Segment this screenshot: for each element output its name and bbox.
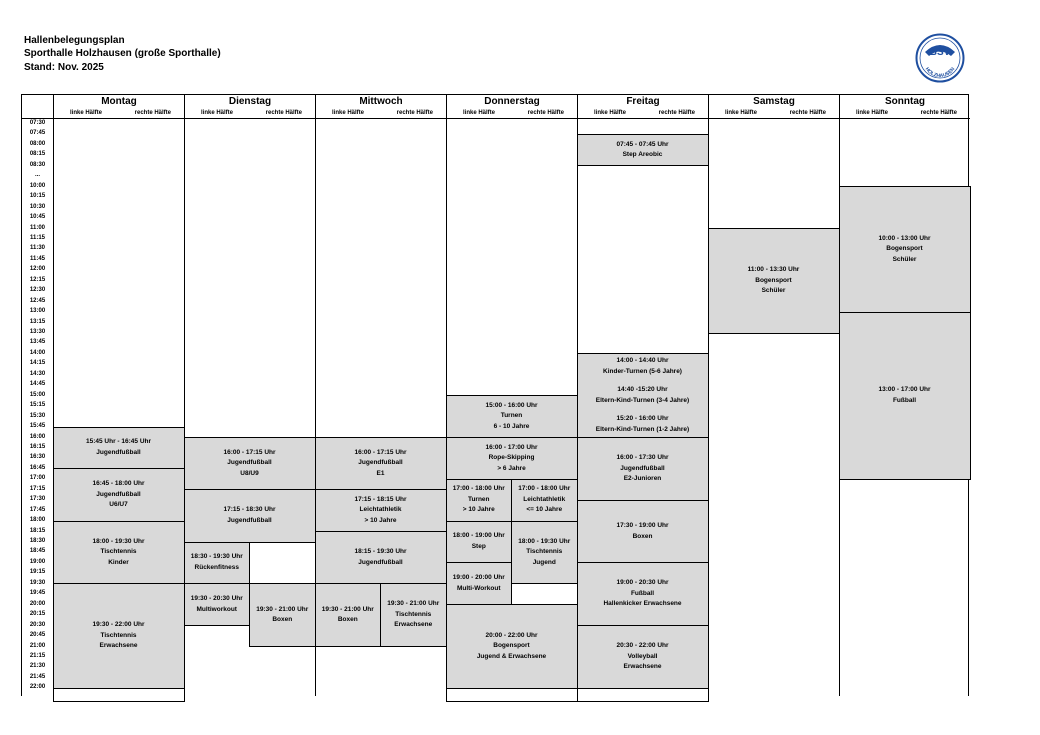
entry-text-line: 17:00 - 18:00 Uhr bbox=[452, 485, 505, 493]
schedule-entry-tischtennis[interactable] bbox=[380, 583, 447, 647]
entry-text-line: Jugendfußball bbox=[620, 464, 665, 472]
entry-text-line: Jugendfußball bbox=[358, 459, 403, 467]
half-label-right: rechte Hälfte bbox=[789, 110, 826, 116]
time-label: 22:00 bbox=[29, 684, 46, 691]
half-label-right: rechte Hälfte bbox=[265, 110, 302, 116]
time-label: 11:45 bbox=[29, 255, 45, 262]
time-label: 16:15 bbox=[29, 443, 46, 450]
entry-text-line: 18:30 - 19:30 Uhr bbox=[190, 553, 243, 561]
day-name: Freitag bbox=[626, 96, 660, 107]
entry-text-line: 17:15 - 18:15 Uhr bbox=[354, 495, 407, 503]
time-label: 18:15 bbox=[29, 527, 46, 534]
time-label: 17:15 bbox=[29, 485, 46, 492]
entry-text-line: 17:30 - 19:00 Uhr bbox=[616, 522, 669, 530]
entry-text-line: 19:00 - 20:30 Uhr bbox=[616, 579, 669, 587]
day-name: Sonntag bbox=[885, 96, 925, 107]
entry-text-line: Eltern-Kind-Turnen (1-2 Jahre) bbox=[595, 425, 690, 433]
half-label-left: linke Hälfte bbox=[725, 110, 758, 116]
half-label-left: linke Hälfte bbox=[856, 110, 889, 116]
entry-text-line: Leichtathletik bbox=[359, 506, 402, 514]
entry-text-line: 18:00 - 19:00 Uhr bbox=[452, 532, 505, 540]
entry-text-line: E2-Junioren bbox=[623, 475, 662, 483]
empty-end-cell bbox=[577, 688, 709, 702]
schedule-entry-boxen[interactable] bbox=[249, 583, 316, 647]
schedule-entry-fussball[interactable] bbox=[577, 562, 709, 626]
time-label: 16:45 bbox=[29, 464, 46, 471]
entry-text-line: Fußball bbox=[630, 589, 655, 597]
entry-text-line: Boxen bbox=[337, 616, 358, 624]
entry-text-line: 14:40 -15:20 Uhr bbox=[617, 386, 668, 394]
time-label: 21:30 bbox=[29, 663, 46, 670]
entry-text-line: Multi-Workout bbox=[456, 584, 501, 592]
schedule-entry-multiworkout[interactable] bbox=[184, 583, 251, 626]
schedule-entry-rueckenfitness[interactable] bbox=[184, 542, 251, 585]
day-header-sonntag bbox=[839, 95, 970, 119]
schedule-entry-turnen[interactable] bbox=[446, 479, 513, 522]
entry-text-line: Tischtennis bbox=[100, 548, 137, 556]
entry-text-line: Tischtennis bbox=[100, 631, 137, 639]
entry-text-line: Erwachsene bbox=[99, 642, 138, 650]
time-label: 15:15 bbox=[29, 402, 46, 409]
time-label: 11:15 bbox=[29, 234, 45, 241]
schedule-entry-jugendfussball[interactable] bbox=[53, 427, 185, 470]
entry-text-line: 20:00 - 22:00 Uhr bbox=[485, 631, 538, 639]
time-label: 14:45 bbox=[29, 381, 46, 388]
time-label: 19:45 bbox=[29, 590, 46, 597]
half-label-left: linke Hälfte bbox=[70, 110, 103, 116]
time-label: 08:15 bbox=[29, 151, 46, 158]
time-label: 15:45 bbox=[29, 423, 46, 430]
time-label: 12:30 bbox=[29, 287, 46, 294]
entry-text-line: Boxen bbox=[632, 532, 653, 540]
schedule-entry-jugendfussball[interactable] bbox=[315, 531, 447, 584]
schedule-entry-bogensport[interactable] bbox=[708, 228, 840, 334]
entry-text-line: Tischtennis bbox=[395, 610, 432, 618]
plan-title: Hallenbelegungsplan bbox=[24, 35, 125, 46]
time-label: 10:30 bbox=[29, 203, 46, 210]
entry-text-line: 16:00 - 17:00 Uhr bbox=[485, 443, 538, 451]
entry-text-line: 19:30 - 21:00 Uhr bbox=[387, 600, 440, 608]
entry-text-line: 17:15 - 18:30 Uhr bbox=[223, 506, 276, 514]
empty-end-cell bbox=[446, 688, 578, 702]
half-label-right: rechte Hälfte bbox=[658, 110, 695, 116]
entry-text-line: Erwachsene bbox=[394, 621, 433, 629]
time-label: 19:30 bbox=[29, 579, 46, 586]
entry-text-line: Bogensport bbox=[493, 642, 530, 650]
day-header-samstag bbox=[708, 95, 839, 119]
entry-text-line: 15:20 - 16:00 Uhr bbox=[616, 415, 669, 423]
entry-text-line: 14:00 - 14:40 Uhr bbox=[616, 357, 669, 365]
entry-text-line: 20:30 - 22:00 Uhr bbox=[616, 642, 669, 650]
entry-text-line: 19:30 - 22:00 Uhr bbox=[92, 621, 145, 629]
entry-text-line: 19:00 - 20:00 Uhr bbox=[452, 574, 505, 582]
time-label: 16:00 bbox=[29, 433, 46, 440]
entry-text-line: Volleyball bbox=[627, 652, 658, 660]
time-label: 20:15 bbox=[29, 611, 46, 618]
entry-text-line: Rückenfitness bbox=[194, 563, 239, 571]
schedule-entry-tischtennis[interactable] bbox=[53, 521, 185, 585]
entry-text-line: Step Areobic bbox=[622, 151, 663, 159]
day-header-freitag bbox=[577, 95, 708, 119]
entry-text-line: Fußball bbox=[892, 396, 917, 404]
time-label: 14:15 bbox=[29, 360, 46, 367]
entry-text-line: Bogensport bbox=[886, 245, 923, 253]
schedule-entry-bogensport[interactable] bbox=[839, 186, 971, 312]
club-logo bbox=[915, 33, 965, 83]
entry-text-line: 16:00 - 17:15 Uhr bbox=[354, 448, 407, 456]
time-label: 19:00 bbox=[29, 558, 46, 565]
entry-text-line: 16:00 - 17:30 Uhr bbox=[616, 454, 669, 462]
schedule-entry-rope-skipping[interactable] bbox=[446, 437, 578, 480]
schedule-entry-jugendfussball[interactable] bbox=[184, 437, 316, 490]
day-header-dienstag bbox=[184, 95, 315, 119]
time-label: 08:00 bbox=[29, 140, 46, 147]
entry-text-line: Jugend bbox=[532, 558, 556, 566]
entry-text-line: Boxen bbox=[272, 616, 293, 624]
time-label: 07:45 bbox=[29, 130, 46, 137]
entry-subgroup bbox=[596, 385, 689, 406]
entry-text-line: Jugendfußball bbox=[358, 558, 403, 566]
entry-text-line: Erwachsene bbox=[623, 663, 662, 671]
entry-text-line: Jugendfußball bbox=[96, 490, 141, 498]
empty-end-cell bbox=[53, 688, 185, 702]
hall-name: Sporthalle Holzhausen (große Sporthalle) bbox=[24, 48, 221, 59]
time-label: 20:00 bbox=[29, 600, 46, 607]
entry-text-line: Jugendfußball bbox=[227, 459, 272, 467]
day-header-donnerstag bbox=[446, 95, 577, 119]
time-label: 11:00 bbox=[29, 224, 45, 231]
time-label: 17:00 bbox=[29, 475, 46, 482]
entry-text-line: U6/U7 bbox=[109, 501, 128, 509]
entry-text-line: Step bbox=[471, 542, 486, 550]
day-header-montag bbox=[53, 95, 184, 119]
schedule-grid bbox=[21, 94, 969, 696]
half-label-right: rechte Hälfte bbox=[920, 110, 957, 116]
time-label: 18:00 bbox=[29, 517, 46, 524]
half-label-right: rechte Hälfte bbox=[396, 110, 433, 116]
time-label: 10:45 bbox=[29, 214, 46, 221]
entry-text-line: Jugendfußball bbox=[227, 516, 272, 524]
time-label: 10:15 bbox=[29, 193, 46, 200]
day-name: Samstag bbox=[753, 96, 795, 107]
time-label: 12:00 bbox=[29, 266, 46, 273]
entry-text-line: 13:00 - 17:00 Uhr bbox=[878, 386, 931, 394]
schedule-entry-fussball[interactable] bbox=[839, 312, 971, 480]
schedule-entry-leichtathletik[interactable] bbox=[315, 489, 447, 532]
schedule-entry-multi-workout[interactable] bbox=[446, 562, 513, 605]
time-label: 13:15 bbox=[29, 318, 46, 325]
entry-text-line: Multiworkout bbox=[196, 605, 237, 613]
entry-text-line: > 10 Jahre bbox=[364, 516, 397, 524]
half-label-left: linke Hälfte bbox=[201, 110, 234, 116]
time-label: 18:30 bbox=[29, 538, 46, 544]
entry-text-line: 16:45 - 18:00 Uhr bbox=[92, 480, 145, 488]
schedule-entry-jugendfussball[interactable] bbox=[315, 437, 447, 490]
entry-text-line: Kinder-Turnen (5-6 Jahre) bbox=[603, 367, 682, 375]
grid-corner-cell bbox=[22, 95, 53, 119]
day-name: Donnerstag bbox=[484, 96, 540, 107]
entry-text-line: Leichtathletik bbox=[523, 495, 566, 503]
half-label-left: linke Hälfte bbox=[332, 110, 365, 116]
schedule-entry-tischtennis[interactable] bbox=[53, 583, 185, 689]
time-label: 15:00 bbox=[29, 391, 46, 398]
time-label: 13:00 bbox=[29, 308, 46, 315]
entry-text-line: 16:00 - 17:15 Uhr bbox=[223, 448, 276, 456]
entry-text-line: <= 10 Jahre bbox=[526, 506, 563, 514]
schedule-entry-leichtathletik[interactable] bbox=[511, 479, 578, 522]
entry-text-line: 18:00 - 19:30 Uhr bbox=[518, 537, 571, 545]
half-label-right: rechte Hälfte bbox=[527, 110, 564, 116]
schedule-entry-boxen[interactable] bbox=[315, 583, 382, 647]
logo-lettering-top: BSV bbox=[929, 47, 951, 58]
time-label: 07:30 bbox=[29, 120, 46, 126]
time-label: 10:00 bbox=[29, 182, 46, 189]
entry-text-line: 19:30 - 20:30 Uhr bbox=[190, 595, 243, 603]
entry-text-line: E1 bbox=[376, 469, 385, 477]
entry-text-line: 6 - 10 Jahre bbox=[493, 422, 530, 430]
entry-text-line: Kinder bbox=[108, 558, 129, 566]
time-label: 13:45 bbox=[29, 339, 46, 346]
schedule-entry-tischtennis[interactable] bbox=[511, 521, 578, 585]
schedule-entry-step-areobic[interactable] bbox=[577, 134, 709, 166]
day-name: Montag bbox=[101, 96, 137, 107]
entry-text-line: Bogensport bbox=[755, 276, 792, 284]
logo-lettering-bottom: HOLZHAUSEN bbox=[923, 66, 957, 80]
entry-text-line: 15:00 - 16:00 Uhr bbox=[485, 401, 538, 409]
time-label: 21:45 bbox=[29, 673, 46, 680]
entry-text-line: 07:45 - 07:45 Uhr bbox=[616, 140, 669, 148]
time-label: 17:45 bbox=[29, 506, 46, 513]
entry-text-line: Schüler bbox=[761, 287, 786, 294]
entry-text-line: > 6 Jahre bbox=[497, 464, 526, 472]
entry-text-line: Jugend & Erwachsene bbox=[476, 652, 547, 660]
time-label: 20:45 bbox=[29, 632, 46, 639]
time-label: 12:15 bbox=[29, 276, 46, 283]
schedule-entry-boxen[interactable] bbox=[577, 500, 709, 564]
entry-subgroup bbox=[603, 356, 682, 377]
schedule-entry-step[interactable] bbox=[446, 521, 513, 564]
entry-text-line: > 10 Jahre bbox=[462, 506, 495, 514]
entry-text-line: Hallenkicker Erwachsene bbox=[603, 600, 682, 608]
entry-text-line: 18:00 - 19:30 Uhr bbox=[92, 537, 145, 545]
schedule-entry-turnen[interactable] bbox=[446, 395, 578, 438]
entry-subgroup bbox=[596, 414, 689, 435]
time-label: 19:15 bbox=[29, 569, 46, 576]
time-label: 13:30 bbox=[29, 329, 46, 335]
entry-text-line: 10:00 - 13:00 Uhr bbox=[878, 234, 931, 242]
half-label-right: rechte Hälfte bbox=[134, 110, 171, 116]
schedule-entry-kinder-turnen-5-6-jahre[interactable] bbox=[577, 353, 709, 438]
entry-text-line: Rope-Skipping bbox=[488, 454, 535, 462]
time-label: 14:00 bbox=[29, 349, 46, 356]
time-label: 15:30 bbox=[29, 412, 46, 419]
time-label: 11:30 bbox=[29, 245, 45, 252]
entry-text-line: Jugendfußball bbox=[96, 448, 141, 456]
schedule-entry-jugendfussball[interactable] bbox=[184, 489, 316, 542]
entry-text-line: 18:15 - 19:30 Uhr bbox=[354, 548, 407, 556]
schedule-entry-jugendfussball[interactable] bbox=[577, 437, 709, 501]
entry-text-line: 15:45 Uhr - 16:45 Uhr bbox=[85, 438, 152, 446]
day-name: Dienstag bbox=[228, 96, 272, 107]
time-label: 18:45 bbox=[29, 548, 46, 555]
schedule-entry-jugendfussball[interactable] bbox=[53, 468, 185, 521]
entry-text-line: Eltern-Kind-Turnen (3-4 Jahre) bbox=[595, 396, 690, 404]
entry-text-line: 11:00 - 13:30 Uhr bbox=[747, 266, 800, 273]
schedule-entry-bogensport[interactable] bbox=[446, 604, 578, 689]
entry-text-line: Turnen bbox=[467, 495, 490, 503]
time-label: 16:30 bbox=[29, 454, 46, 461]
time-label: 17:30 bbox=[29, 496, 46, 503]
entry-text-line: Turnen bbox=[500, 412, 523, 420]
status-date: Stand: Nov. 2025 bbox=[24, 62, 104, 73]
entry-text-line: Schüler bbox=[892, 255, 917, 263]
time-label: 21:00 bbox=[29, 642, 46, 649]
entry-text-line: 19:30 - 21:00 Uhr bbox=[256, 605, 309, 613]
time-label: 20:30 bbox=[29, 621, 46, 628]
time-label: 21:15 bbox=[29, 652, 46, 659]
entry-text-line: U8/U9 bbox=[240, 469, 259, 477]
time-label: 08:30 bbox=[29, 161, 46, 168]
time-label: 14:30 bbox=[29, 370, 46, 377]
half-label-left: linke Hälfte bbox=[594, 110, 627, 116]
day-name: Mittwoch bbox=[359, 96, 403, 107]
time-label: ... bbox=[34, 172, 40, 179]
time-label: 12:45 bbox=[29, 297, 46, 304]
entry-text-line: 17:00 - 18:00 Uhr bbox=[518, 485, 571, 493]
entry-text-line: 19:30 - 21:00 Uhr bbox=[321, 605, 374, 613]
half-label-left: linke Hälfte bbox=[463, 110, 496, 116]
entry-text-line: Tischtennis bbox=[526, 548, 563, 556]
day-header-mittwoch bbox=[315, 95, 446, 119]
schedule-entry-volleyball[interactable] bbox=[577, 625, 709, 689]
